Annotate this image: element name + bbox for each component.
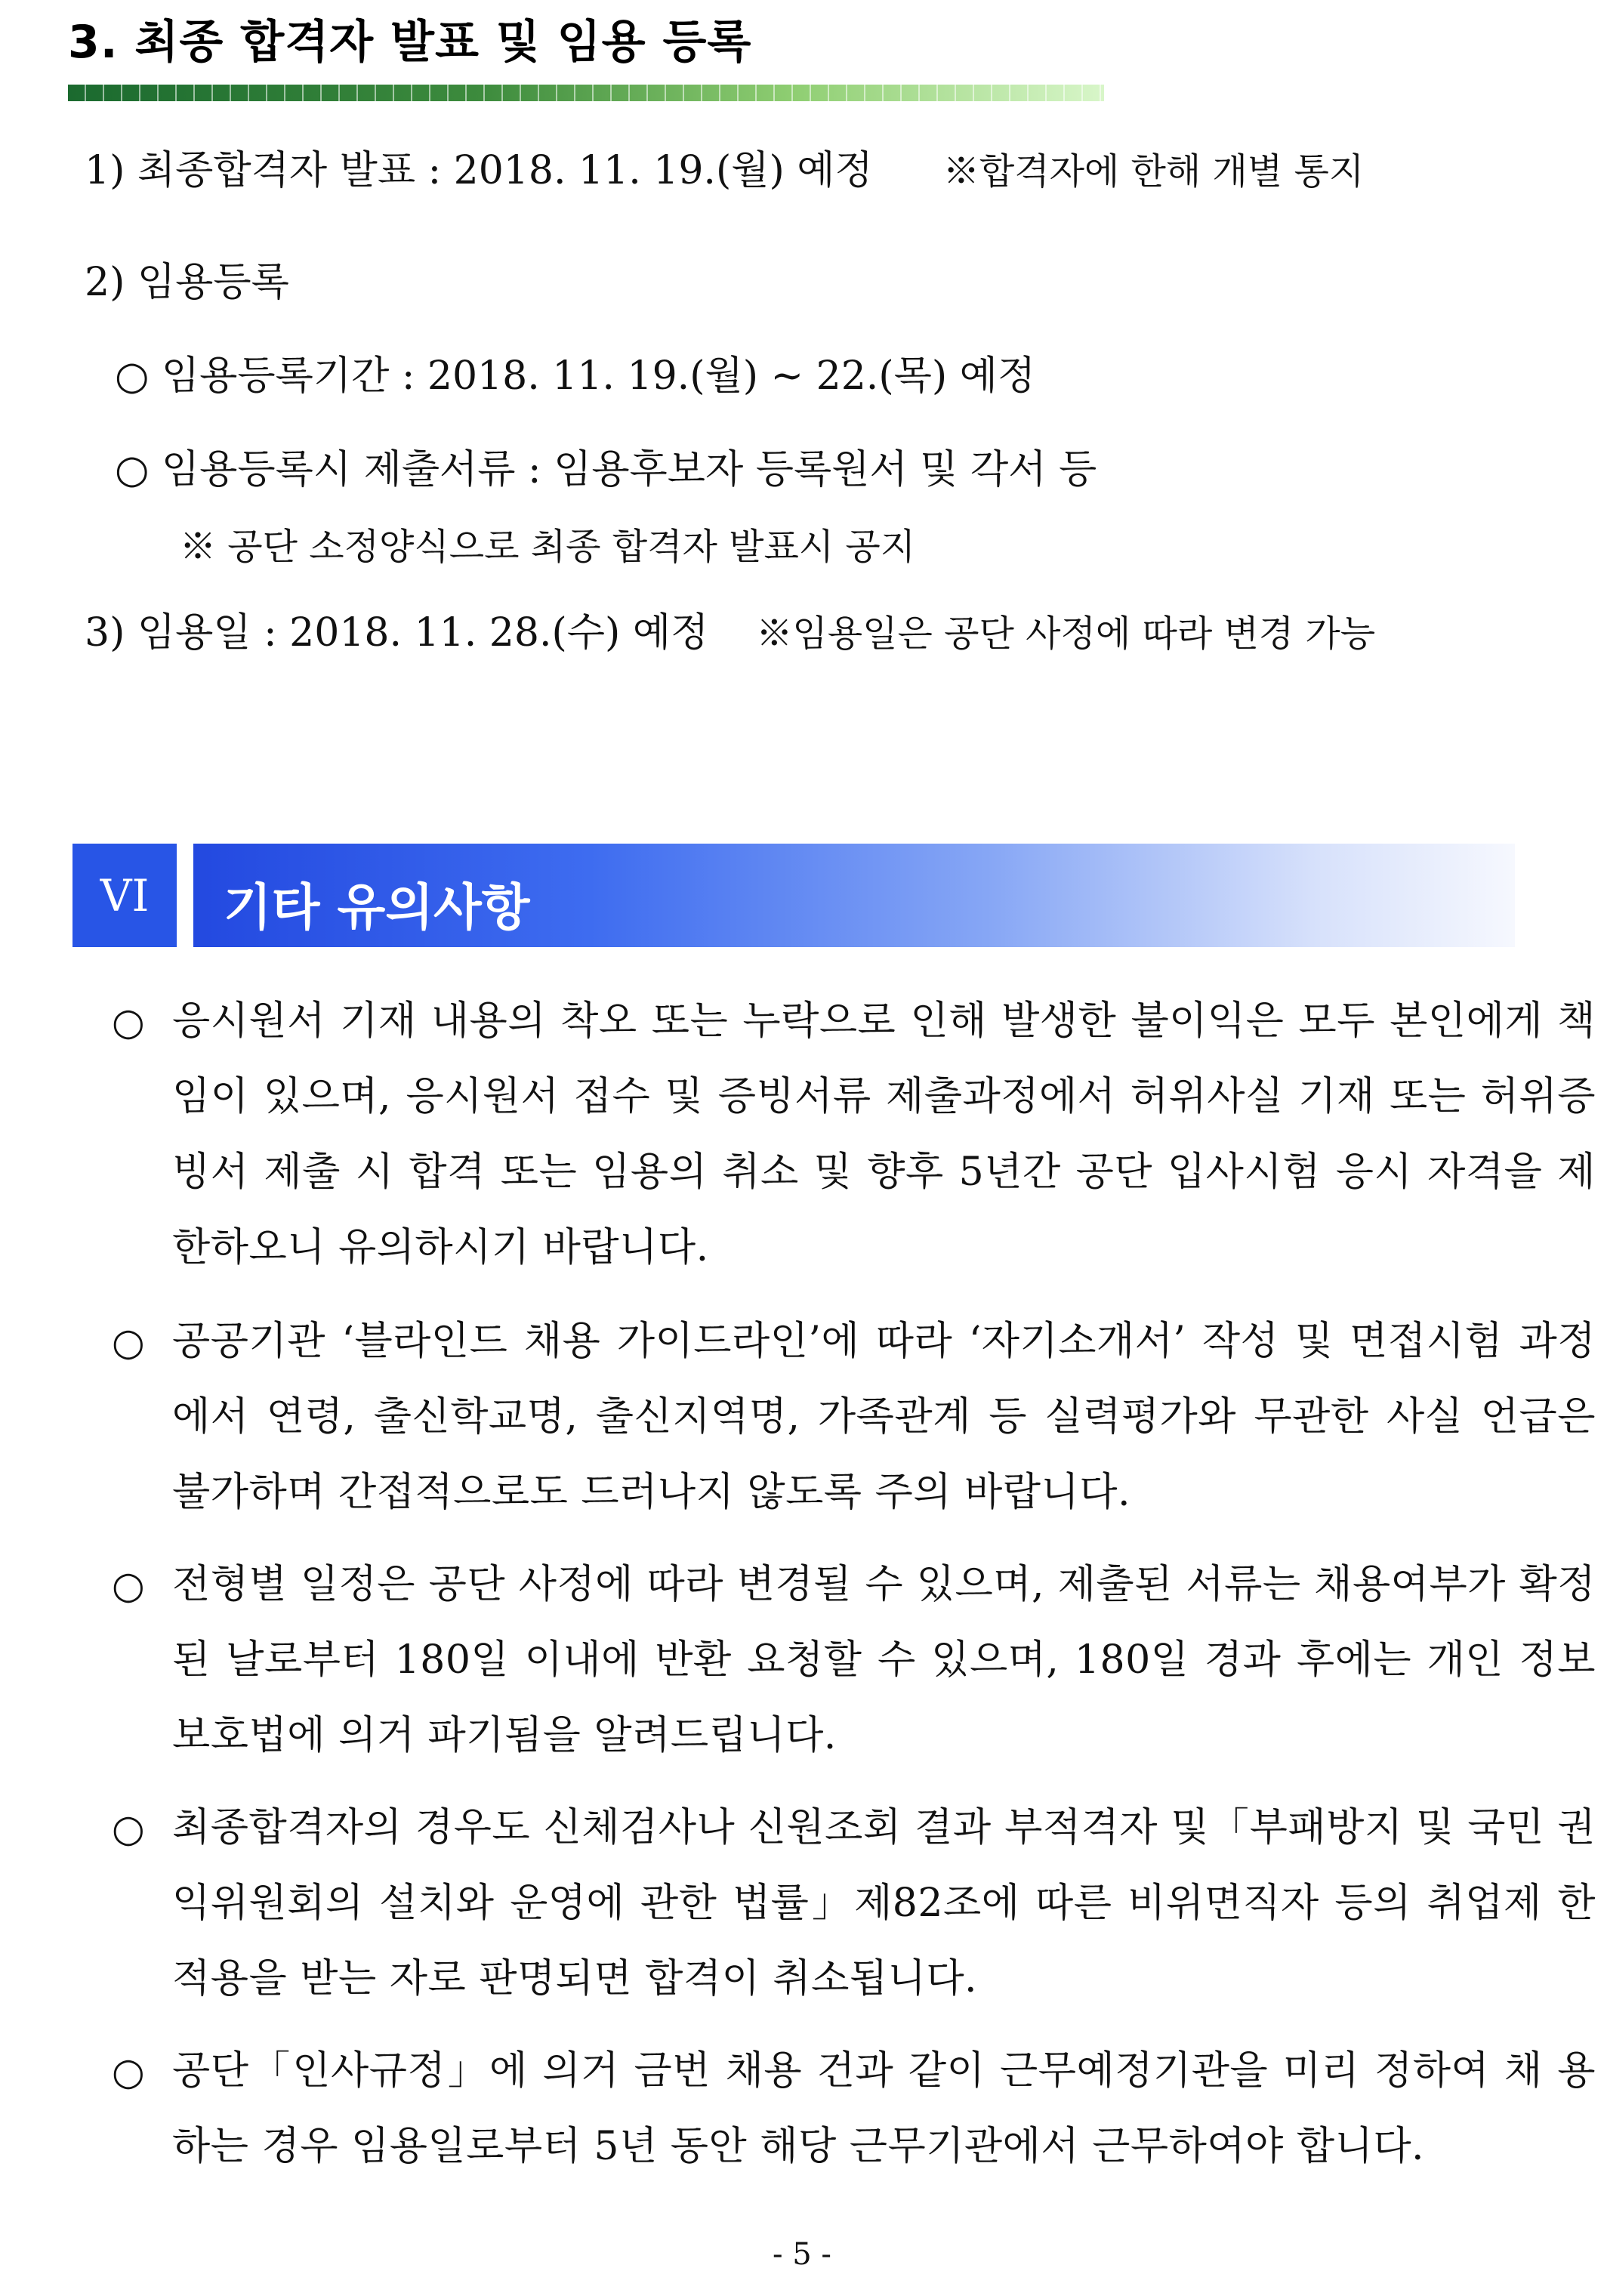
item-2-documents: ○ 임용등록시 제출서류 : 임용후보자 등록원서 및 각서 등 <box>115 447 1097 492</box>
item-1-line <box>85 148 1365 193</box>
notice-3-bullet: ○ <box>112 1563 145 1607</box>
notice-5-bullet: ○ <box>112 2050 145 2094</box>
item-3-line <box>85 610 1376 656</box>
notice-3-text: 전형별 일정은 공단 사정에 따라 변경될 수 있으며, 제출된 서류는 채용여부가 확정된 날로부터 180일 이내에 반환 요청할 수 있으며, 180일 경과 후에는 개인 정보보호법에 의거 파기됨을 알려드립니다. <box>172 1562 1596 1758</box>
item-1-note: ※합격자에 한해 개별 통지 <box>942 150 1365 193</box>
section-3-title: 3. 최종 합격자 발표 및 임용 등록 <box>68 16 752 69</box>
section-6-number: VI <box>72 844 177 947</box>
notice-2-bullet: ○ <box>112 1320 145 1364</box>
notice-1-text: 응시원서 기재 내용의 착오 또는 누락으로 인해 발생한 불이익은 모두 본인에게 책임이 있으며, 응시원서 접수 및 증빙서류 제출과정에서 허위사실 기재 또는 허위증빙서 제출 시 합격 또는 임용의 취소 및 향후 5년간 공단 입사시험 응시 자격을 제한하오니 유의하시기 바랍니다. <box>172 998 1596 1270</box>
item-2-label: 2) 임용등록 <box>85 260 289 305</box>
section-3-underline-bar <box>68 85 1104 101</box>
item-2-period: ○ 임용등록기간 : 2018. 11. 19.(월) ~ 22.(목) 예정 <box>115 353 1036 399</box>
item-2-documents-note: ※ 공단 소정양식으로 최종 합격자 발표시 공지 <box>180 526 916 568</box>
item-1-label: 1) 최종합격자 발표 : 2018. 11. 19.(월) 예정 <box>85 148 873 193</box>
item-3-note: ※임용일은 공단 사정에 따라 변경 가능 <box>756 613 1376 655</box>
notice-4-bullet: ○ <box>112 1807 145 1850</box>
item-3-label: 3) 임용일 : 2018. 11. 28.(수) 예정 <box>85 610 709 656</box>
notice-4-text: 최종합격자의 경우도 신체검사나 신원조회 결과 부적격자 및「부패방지 및 국민 권익위원회의 설치와 운영에 관한 법률」제82조에 따른 비위면직자 등의 취업제 한 적용을 받는 자로 판명되면 합격이 취소됩니다. <box>172 1805 1596 2001</box>
notice-5-text: 공단「인사규정」에 의거 금번 채용 건과 같이 근무예정기관을 미리 정하여 채 용하는 경우 임용일로부터 5년 동안 해당 근무기관에서 근무하여야 합니다. <box>172 2048 1596 2169</box>
notice-2-text: 공공기관 ‘블라인드 채용 가이드라인’에 따라 ‘자기소개서’ 작성 및 면접시험 과정에서 연령, 출신학교명, 출신지역명, 가족관계 등 실력평가와 무관한 사실 언급은 불가하며 간접적으로도 드러나지 않도록 주의 바랍니다. <box>172 1319 1596 1515</box>
page-number: - 5 - <box>773 2237 831 2272</box>
section-6-title: 기타 유의사항 <box>224 878 530 937</box>
notice-1-bullet: ○ <box>112 1000 145 1044</box>
